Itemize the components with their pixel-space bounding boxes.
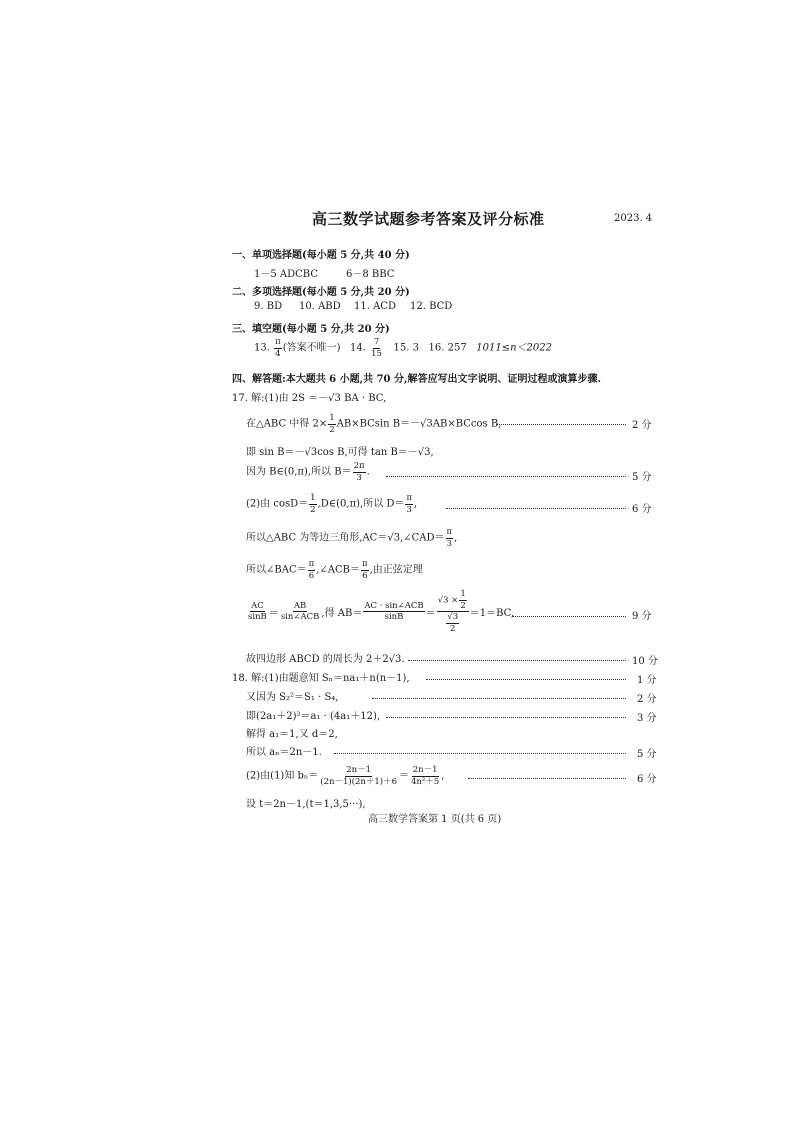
q17-line-7: 所以∠BAC＝ $\frac{\pi}{6}$ ,∠ACB＝ $\frac{\pi}{6}$ ,由正弦定理 xyxy=(246,559,423,581)
s1-answer: 1－5 ADCBC xyxy=(254,269,318,280)
section-3-heading: 三、填空题(每小题 5 分,共 20 分) xyxy=(232,324,390,335)
q18-line-6: (2)由(1)知 bₙ＝ $\frac{2n-1}{(2n-1)(2n+1)+6}$ ＝ $\frac{2n-1}{\text{4n²＋5}}$ , xyxy=(246,765,445,787)
q17-line-9: 故四边形 ABCD 的周长为 2＋2√3. xyxy=(246,654,405,665)
leader-dots xyxy=(372,698,626,699)
q17-line-6: 所以△ABC 为等边三角形,AC＝√3,∠CAD＝ $\frac{\pi}{3}$ , xyxy=(246,527,458,549)
score-mark: 6 分 xyxy=(632,504,652,515)
score-mark: 6 分 xyxy=(637,774,657,785)
page-title: 高三数学试题参考答案及评分标准 xyxy=(312,210,545,228)
leader-dots xyxy=(334,753,626,754)
score-mark: 3 分 xyxy=(637,713,657,724)
q17-line-1: 17. 解:(1)由 2S ＝－√3 BA · BC, xyxy=(232,393,387,404)
q18-line-7: 设 t＝2n－1,(t＝1,3,5···), xyxy=(246,799,366,810)
s2-answer: 9. BD xyxy=(254,301,283,312)
leader-dots xyxy=(446,508,626,509)
s2-answer: 11. ACD xyxy=(354,301,396,312)
leader-dots xyxy=(468,778,626,779)
leader-dots xyxy=(496,424,626,425)
q17-line-5: (2)由 cosD＝ $\frac{1}{2}$ ,D∈(0,π),所以 D＝ $\frac{\pi}{3}$ , xyxy=(246,493,418,515)
score-mark: 1 分 xyxy=(637,675,657,686)
page-footer: 高三数学答案第 1 页(共 6 页) xyxy=(368,814,502,825)
q17-line-3: 即 sin B＝－√3cos B,可得 tan B＝－√3, xyxy=(246,447,434,458)
score-mark: 2 分 xyxy=(637,694,657,705)
score-mark: 2 分 xyxy=(632,420,652,431)
q17-line-2: 在△ABC 中得 2× $\frac{1}{2}$ AB×BCsin B＝－√3AB×BCcos B, xyxy=(246,413,502,435)
q18-line-5: 所以 aₙ＝2n－1. xyxy=(246,747,322,758)
q18-line-4: 解得 a₁＝1,又 d＝2, xyxy=(246,729,338,740)
leader-dots xyxy=(512,616,626,617)
section-2-heading: 二、多项选择题(每小题 5 分,共 20 分) xyxy=(232,287,410,298)
score-mark: 10 分 xyxy=(632,656,658,667)
q17-line-8: $\frac{AC}{\sin B}$ ＝ $\frac{AB}{\text{sin∠ACB}}$ ,得 AB＝ $\frac{\text{AC · sin∠ACB}}{\sin B}$ ＝ √3 × $\frac{1}{2}$ $\frac{√3}{2}$ ＝1＝BC, xyxy=(248,589,515,634)
score-mark: 9 分 xyxy=(632,611,652,622)
section-1-heading: 一、单项选择题(每小题 5 分,共 40 分) xyxy=(232,250,410,261)
fill-in-answers: 13. $\frac{\pi}{4}$ (答案不唯一) 14. $\frac{7}{15}$ 15. 3 16. 257 1011≤n＜2022 xyxy=(254,337,552,359)
leader-dots xyxy=(386,476,626,477)
leader-dots xyxy=(386,717,626,718)
s2-answer: 12. BCD xyxy=(410,301,453,312)
leader-dots xyxy=(426,679,626,680)
s1-answer: 6－8 BBC xyxy=(346,269,395,280)
exam-date: 2023. 4 xyxy=(614,213,653,224)
q18-line-2: 又因为 S₂²＝S₁ · S₄, xyxy=(246,692,339,703)
score-mark: 5 分 xyxy=(632,472,652,483)
q18-line-1: 18. 解:(1)由题意知 Sₙ＝na₁＋n(n－1), xyxy=(232,673,410,684)
q18-line-3: 即(2a₁＋2)²＝a₁ · (4a₁＋12), xyxy=(246,711,381,722)
leader-dots xyxy=(408,660,626,661)
section-4-heading: 四、解答题:本大题共 6 小题,共 70 分,解答应写出文字说明、证明过程或演算步骤. xyxy=(232,374,601,385)
score-mark: 5 分 xyxy=(637,749,657,760)
s2-answer: 10. ABD xyxy=(299,301,341,312)
q17-line-4: 因为 B∈(0,π),所以 B＝ $\frac{2\pi}{3}$ . xyxy=(246,461,370,483)
